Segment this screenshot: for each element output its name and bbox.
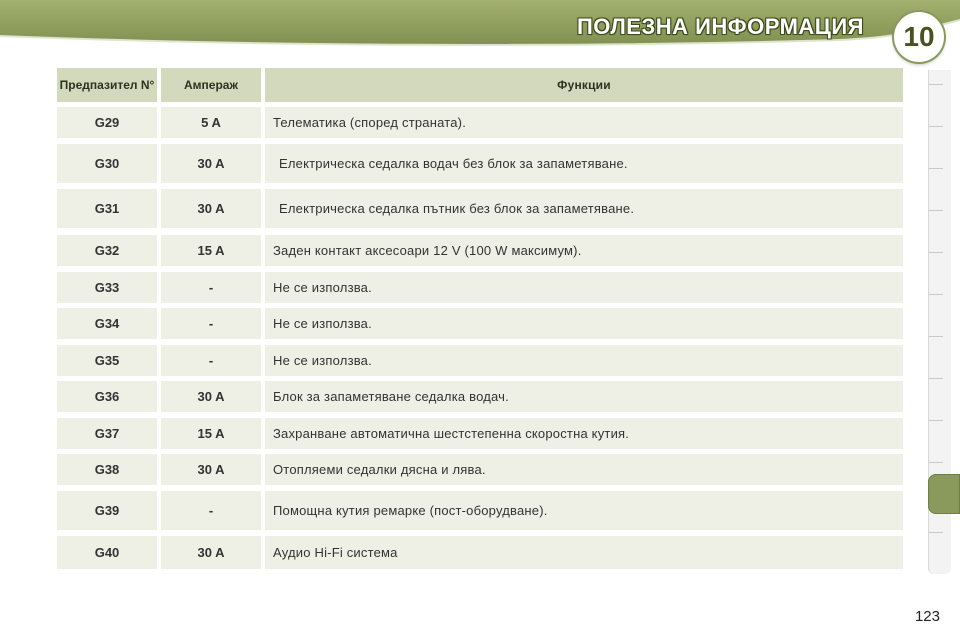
fuse-amperage: - [161, 272, 261, 303]
side-tab-divider [929, 420, 943, 421]
side-tab-divider [929, 126, 943, 127]
table-row [57, 454, 903, 485]
side-tab-divider [929, 336, 943, 337]
fuse-number: G37 [57, 418, 157, 449]
fuse-number: G32 [57, 235, 157, 266]
fuse-number: G29 [57, 107, 157, 138]
side-tab-divider [929, 168, 943, 169]
side-tab-divider [929, 462, 943, 463]
fuse-amperage: 30 A [161, 381, 261, 412]
fuse-function: Не се използва. [265, 345, 903, 376]
fuse-amperage: 30 A [161, 536, 261, 569]
fuse-function: Блок за запаметяване седалка водач. [265, 381, 903, 412]
table-row [57, 107, 903, 138]
table-row [57, 235, 903, 266]
table-row [57, 381, 903, 412]
fuse-number: G33 [57, 272, 157, 303]
fuse-function: Аудио Hi-Fi система [265, 536, 903, 569]
fuse-amperage: - [161, 308, 261, 339]
side-tab-divider [929, 210, 943, 211]
table-row [57, 189, 903, 228]
fuse-number: G40 [57, 536, 157, 569]
page-number: 123 [914, 608, 940, 625]
fuse-number: G34 [57, 308, 157, 339]
table-row [57, 536, 903, 569]
side-tab-divider [929, 378, 943, 379]
fuse-amperage: - [161, 491, 261, 530]
column-header-fuse: Предпазител N° [57, 68, 157, 102]
side-tab-divider [929, 532, 943, 533]
table-row [57, 345, 903, 376]
fuse-number: G30 [57, 144, 157, 183]
fuse-amperage: 30 A [161, 454, 261, 485]
fuse-number: G35 [57, 345, 157, 376]
table-row [57, 272, 903, 303]
table-row [57, 144, 903, 183]
fuse-function: Не се използва. [265, 272, 903, 303]
column-header-functions: Функции [265, 68, 903, 102]
fuse-number: G39 [57, 491, 157, 530]
table-row [57, 308, 903, 339]
page-title: ПОЛЕЗНА ИНФОРМАЦИЯ [576, 14, 864, 39]
fuse-function: Заден контакт аксесоари 12 V (100 W максимум). [265, 235, 903, 266]
fuse-function: Отопляеми седалки дясна и лява. [265, 454, 903, 485]
chapter-badge [894, 12, 944, 62]
fuse-function: Електрическа седалка водач без блок за запаметяване. [265, 144, 903, 183]
fuse-number: G38 [57, 454, 157, 485]
chapter-tab-active[interactable] [928, 474, 960, 514]
fuse-amperage: - [161, 345, 261, 376]
fuse-amperage: 15 A [161, 418, 261, 449]
side-tab-divider [929, 252, 943, 253]
table-row [57, 418, 903, 449]
table-header-row [57, 68, 903, 102]
fuse-amperage: 30 A [161, 189, 261, 228]
side-tab-divider [929, 294, 943, 295]
table-row [57, 491, 903, 530]
fuse-number: G31 [57, 189, 157, 228]
side-tab-divider [929, 84, 943, 85]
fuse-function: Помощна кутия ремарке (пост-оборудване). [265, 491, 903, 530]
fuse-number: G36 [57, 381, 157, 412]
fuse-amperage: 15 A [161, 235, 261, 266]
fuse-function: Телематика (според страната). [265, 107, 903, 138]
chapter-number: 10 [903, 21, 935, 52]
fuse-function: Захранване автоматична шестстепенна скоростна кутия. [265, 418, 903, 449]
fuse-function: Не се използва. [265, 308, 903, 339]
fuse-amperage: 5 A [161, 107, 261, 138]
fuse-amperage: 30 A [161, 144, 261, 183]
fuse-function: Електрическа седалка пътник без блок за запаметяване. [265, 189, 903, 228]
column-header-amperage: Ампераж [161, 68, 261, 102]
